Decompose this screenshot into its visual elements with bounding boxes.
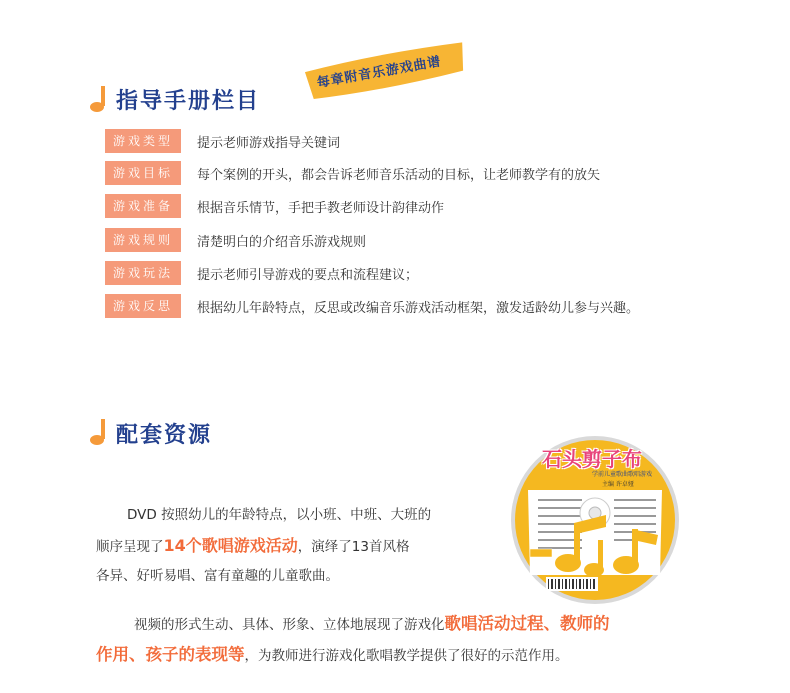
section-title-resources: 配套资源 [116, 423, 213, 448]
video-text-part: ，为教师进行游戏化歌唱教学提供了很好的示范作用。 [244, 648, 569, 664]
music-note-icon [88, 417, 110, 447]
tag-game-play: 游戏玩法 [105, 261, 181, 285]
resource-text-line1: DVD 按照幼儿的年龄特点，以小班、中班、大班的 [127, 507, 432, 523]
dvd-disc-image [510, 435, 680, 605]
music-note-icon [88, 84, 110, 114]
highlight-video-content: 歌唱活动过程、教师的 [444, 614, 610, 633]
disc-subtitle: 学前儿童歌曲歌唱游戏 [592, 471, 653, 478]
tag-game-prep: 游戏准备 [105, 194, 181, 218]
resource-text-part: ，演绎了13首风格 [297, 539, 410, 555]
chapter-banner-text: 每章附音乐游戏曲谱 [315, 54, 443, 92]
desc-game-rules: 清楚明白的介绍音乐游戏规则 [197, 235, 367, 250]
desc-game-reflect: 根据幼儿年龄特点，反思或改编音乐游戏活动框架，激发适龄幼儿参与兴趣。 [197, 301, 640, 316]
chapter-banner [300, 36, 473, 107]
resource-text-line2 [96, 533, 409, 556]
tag-game-rules: 游戏规则 [105, 228, 181, 252]
highlight-child-performance: 作用、孩子的表现等 [96, 645, 245, 664]
resource-text-line3: 各异、好听易唱、富有童趣的儿童歌曲。 [96, 568, 339, 584]
desc-game-goal: 每个案例的开头，都会告诉老师音乐活动的目标，让老师教学有的放矢 [197, 168, 601, 183]
video-text-part: 视频的形式生动、具体、形象、立体地展现了游戏化 [134, 617, 445, 633]
resource-text-part: 顺序呈现了 [96, 539, 164, 555]
desc-game-prep: 根据音乐情节，手把手教老师设计韵律动作 [197, 201, 445, 216]
disc-editor: 主编 许卓娅 [602, 481, 634, 488]
desc-game-play: 提示老师引导游戏的要点和流程建议； [197, 268, 419, 283]
video-text-line1 [134, 610, 610, 634]
highlight-activity-count: 14个歌唱游戏活动 [163, 536, 298, 555]
tag-game-type: 游戏类型 [105, 129, 181, 153]
tag-game-reflect: 游戏反思 [105, 294, 181, 318]
disc-title: 石头剪子布 [542, 447, 642, 471]
video-text-line2 [96, 641, 569, 665]
desc-game-type: 提示老师游戏指导关键词 [197, 136, 341, 151]
tag-game-goal: 游戏目标 [105, 161, 181, 185]
section-title-guide: 指导手册栏目 [116, 89, 261, 114]
